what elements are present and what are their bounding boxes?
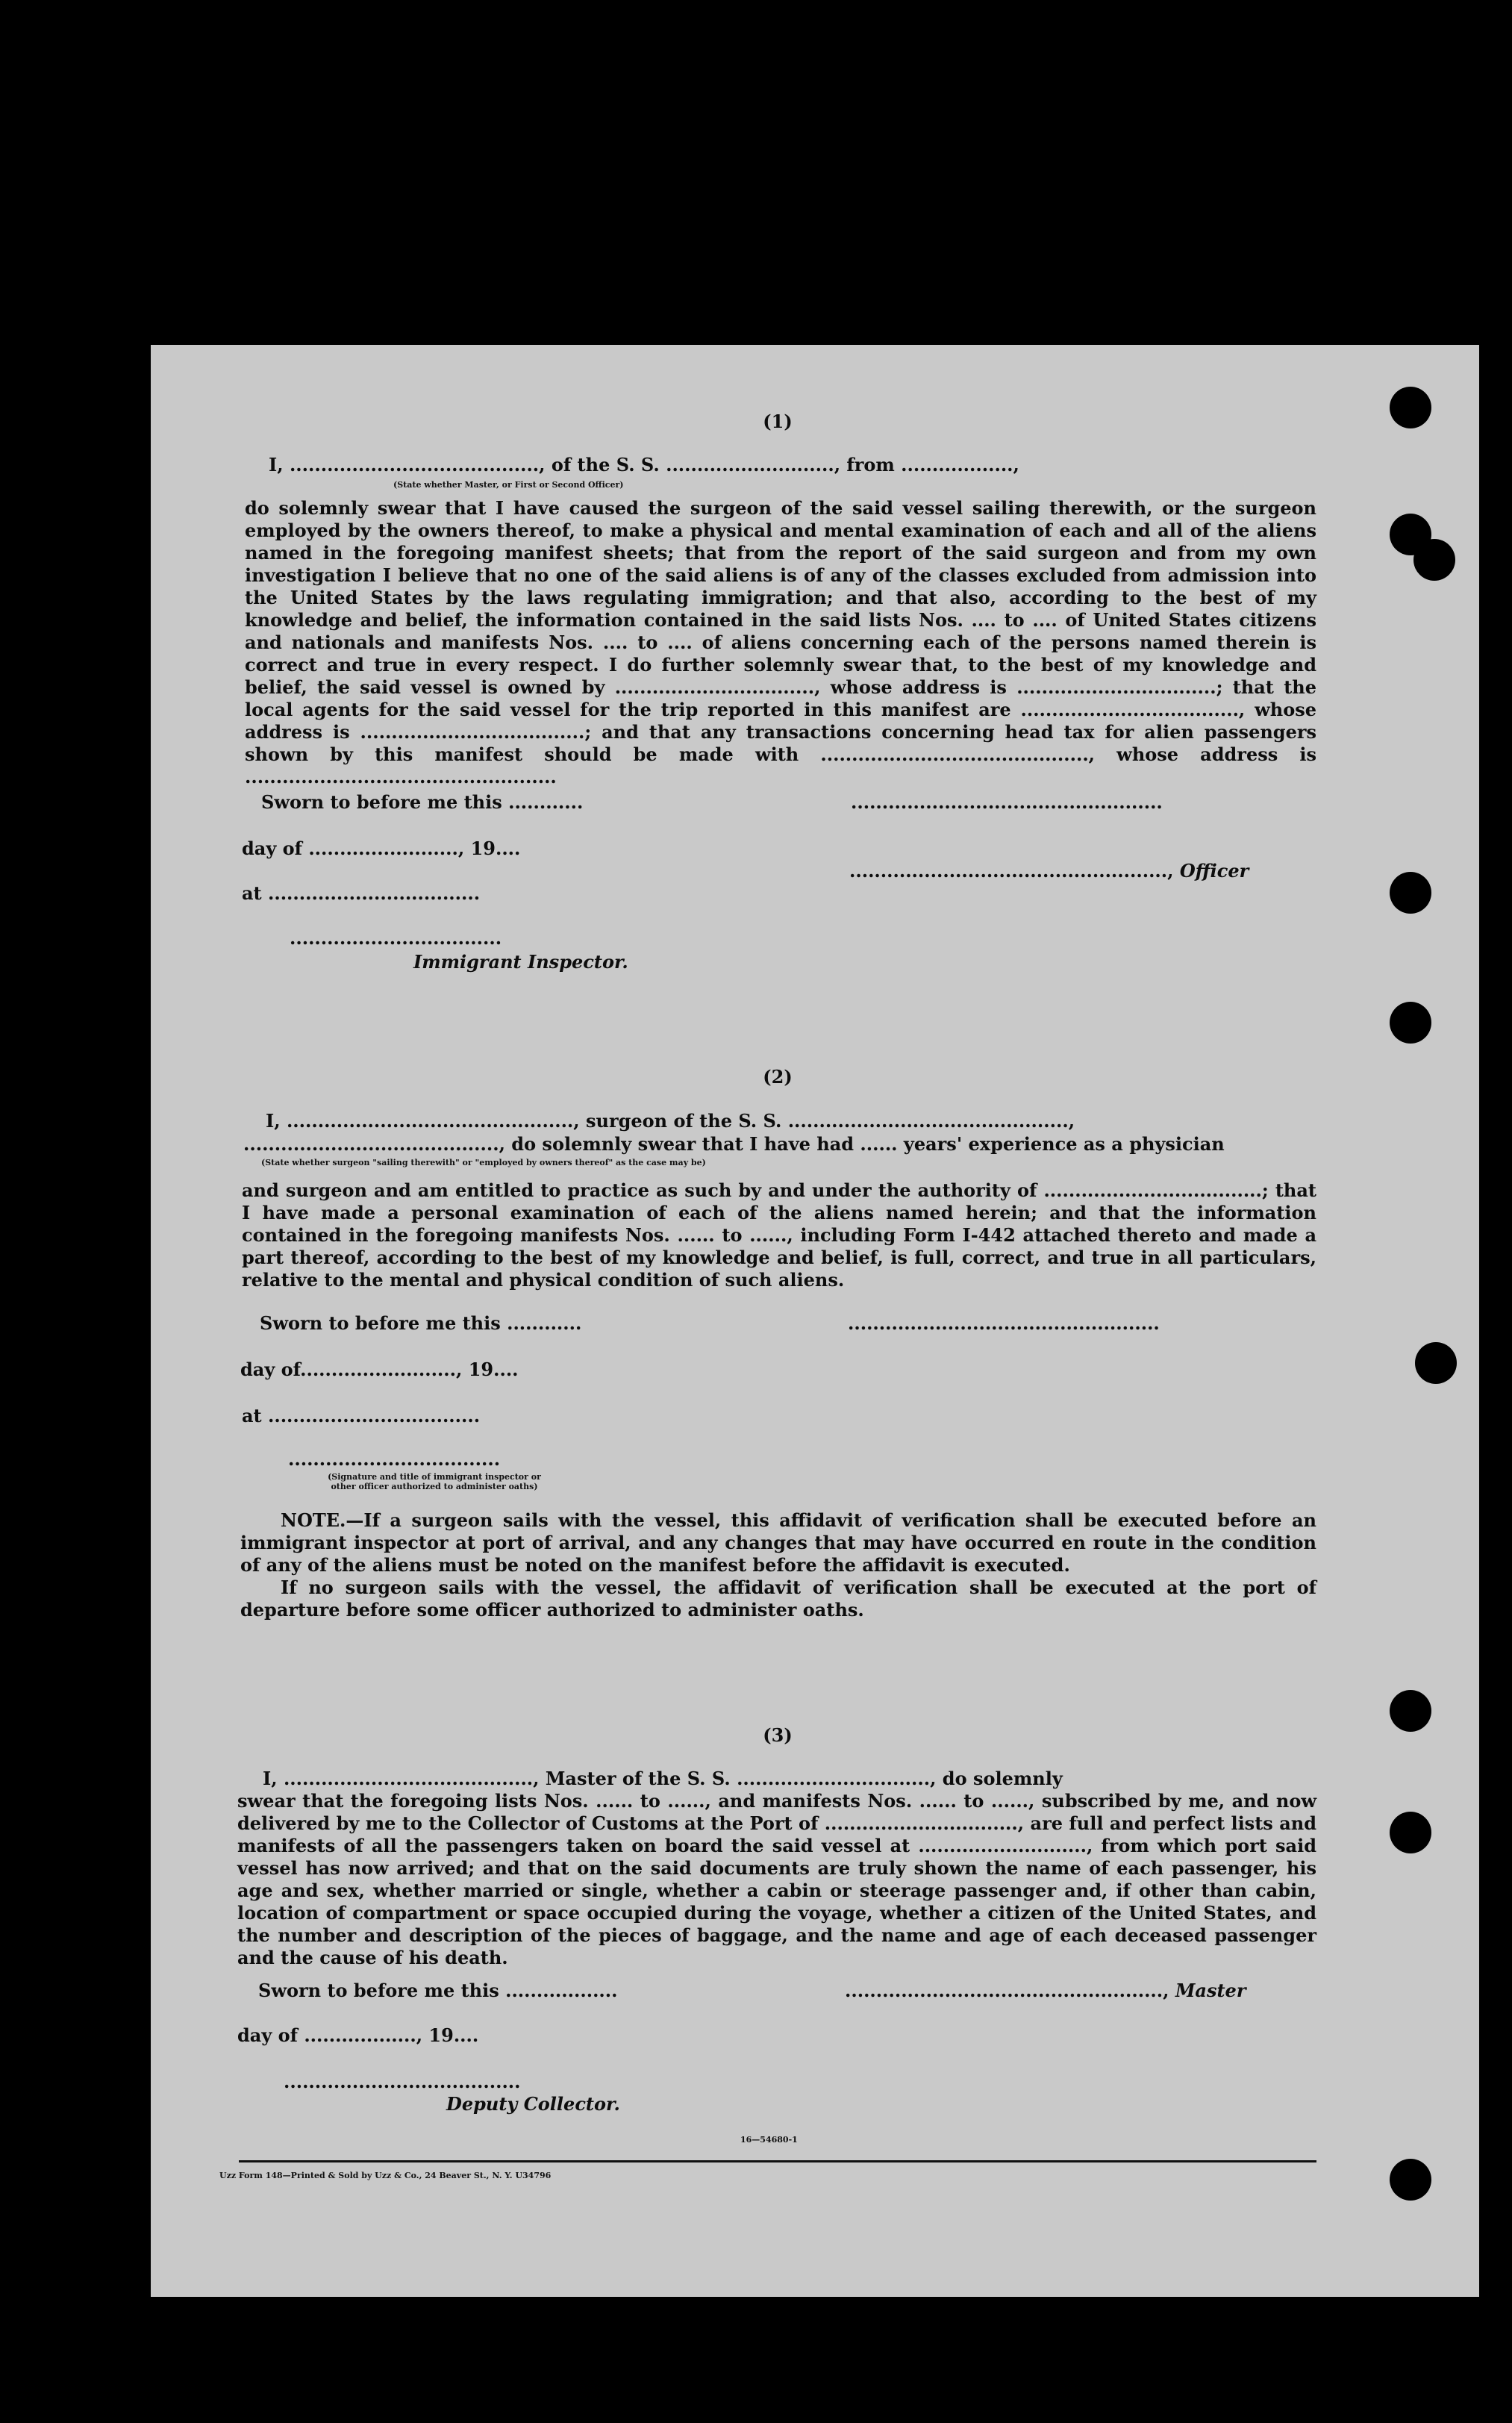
section-1-oath-line: I, ........................................, of the S. S. ..........................., from .................., <box>269 454 1019 475</box>
printer-imprint: Uzz Form 148—Printed & Sold by Uzz & Co., 24 Beaver St., N. Y. U34796 <box>219 2171 552 2180</box>
section-2-body: and surgeon and am entitled to practice as such by and under the authority of ...................................; that I have made a personal examination of each of the aliens named herein; and that the information contained in the foregoing manifests Nos. ...... to ......, including Form I-442 attached thereto and made a part thereof, according to the best of my knowledge and belief, is full, correct, and true in all particulars, relative to the mental and physical condition of such aliens. <box>242 1179 1316 1291</box>
section-2-note: NOTE.—If a surgeon sails with the vessel, this affidavit of verification shall be executed before an immigrant inspector at port of arrival, and any changes that may have occurred en route in the condition of any of the aliens must be noted on the manifest before the affidavit is executed. <box>240 1509 1316 1576</box>
section-3-master-dots: ..................................................., <box>845 1980 1169 2001</box>
form-code: 16—54680-1 <box>740 2135 798 2145</box>
punch-hole <box>1413 539 1455 581</box>
section-1-body: do solemnly swear that I have caused the surgeon of the said vessel sailing therewith, or the surgeon employed by the owners thereof, to make a physical and mental examination of each and all of the aliens named in the foregoing manifest sheets; that from the report of the said surgeon and from my own investigation I believe that no one of the said aliens is of any of the classes excluded from admission into the United States by the laws regulating immigration; and that also, according to the best of my knowledge and belief, the information contained in the said lists Nos. .... to .... of United States citizens and nationals and manifests Nos. .... to .... of aliens concerning each of the persons named therein is correct and true in every respect. I do further solemnly swear that, to the best of my knowledge and belief, the said vessel is owned by ................................, whose address is ................................; that the local agents for the said vessel for the trip reported in this manifest are ..................................., whose address is ....................................; and that any transactions concerning head tax for alien passengers shown by this manifest should be made with ..........................................., whose address is .................................................. <box>245 497 1316 788</box>
section-1-at-line: at .................................. <box>242 882 481 904</box>
section-1-officer-signature-line <box>849 860 1249 882</box>
signature-caption-line-1: (Signature and title of immigrant inspector or <box>328 1472 541 1482</box>
punch-hole <box>1390 872 1431 914</box>
section-3-collector-dots: ...................................... <box>284 2071 521 2092</box>
section-2-signature-dots: .................................. <box>288 1448 501 1470</box>
section-2-experience-line: ........................................., do solemnly swear that I have had ...... years' experience as a physician <box>243 1133 1225 1155</box>
section-1-caption: (State whether Master, or First or Second Officer) <box>393 480 624 490</box>
master-label: Master <box>1175 1980 1246 2001</box>
section-2-sworn-line: Sworn to before me this ............ <box>260 1312 582 1334</box>
section-1-inspector-dots: .................................. <box>290 927 502 949</box>
section-3-body: swear that the foregoing lists Nos. ...... to ......, and manifests Nos. ...... to ......, subscribed by me, and now delivered by me to the Collector of Customs at the Port of ..............................., are full and perfect lists and manifests of all the passengers taken on board the said vessel at ..........................., from which port said vessel has now arrived; and that on the said documents are truly shown the name of each passenger, his age and sex, whether married or single, whether a cabin or steerage passenger and, if other than cabin, location of compartment or space occupied during the voyage, whether a citizen of the United States, and the number and description of the pieces of baggage, and the name and age of each deceased passenger and the cause of his death. <box>237 1790 1316 1968</box>
deputy-collector-label: Deputy Collector. <box>446 2093 620 2115</box>
form-sheet <box>151 345 1479 2297</box>
punch-hole <box>1390 1002 1431 1044</box>
section-2-caption: (State whether surgeon "sailing therewith" or "employed by owners thereof" as the case may be) <box>261 1158 706 1167</box>
immigrant-inspector-label: Immigrant Inspector. <box>413 951 628 973</box>
section-3-heading: (3) <box>763 1724 793 1746</box>
section-3-master-signature-line <box>845 1980 1246 2002</box>
punch-hole <box>1390 2159 1431 2201</box>
section-1-heading: (1) <box>763 411 793 432</box>
section-1-officer-dots: .................................................. <box>851 791 1163 813</box>
signature-caption-line-2: other officer authorized to administer oaths) <box>331 1482 538 1491</box>
section-2-oath-line: I, .............................................., surgeon of the S. S. ............................................., <box>266 1110 1075 1132</box>
section-1-sworn-line: Sworn to before me this ............ <box>261 791 584 813</box>
punch-hole <box>1415 1342 1457 1384</box>
officer-label: Officer <box>1179 860 1249 882</box>
section-3-day-line: day of .................., 19.... <box>237 2024 479 2046</box>
section-2-right-dots: .................................................. <box>848 1312 1160 1334</box>
section-3-oath-line: I, ........................................, Master of the S. S. ..............................., do solemnly <box>263 1768 1063 1789</box>
section-3-sworn-line: Sworn to before me this .................. <box>258 1980 618 2001</box>
section-2-signature-caption <box>293 1472 576 1491</box>
section-2-note-no-surgeon: If no surgeon sails with the vessel, the affidavit of verification shall be executed at the port of departure before some officer authorized to administer oaths. <box>240 1577 1316 1621</box>
section-2-day-line: day of........................., 19.... <box>240 1359 519 1380</box>
section-1-officer-dots-2: ..................................................., <box>849 860 1174 882</box>
section-2-heading: (2) <box>763 1066 793 1088</box>
section-1-day-line: day of ........................, 19.... <box>242 838 521 859</box>
section-2-at-line: at .................................. <box>242 1405 481 1426</box>
punch-hole <box>1390 1812 1431 1853</box>
footer-rule <box>239 2160 1316 2162</box>
